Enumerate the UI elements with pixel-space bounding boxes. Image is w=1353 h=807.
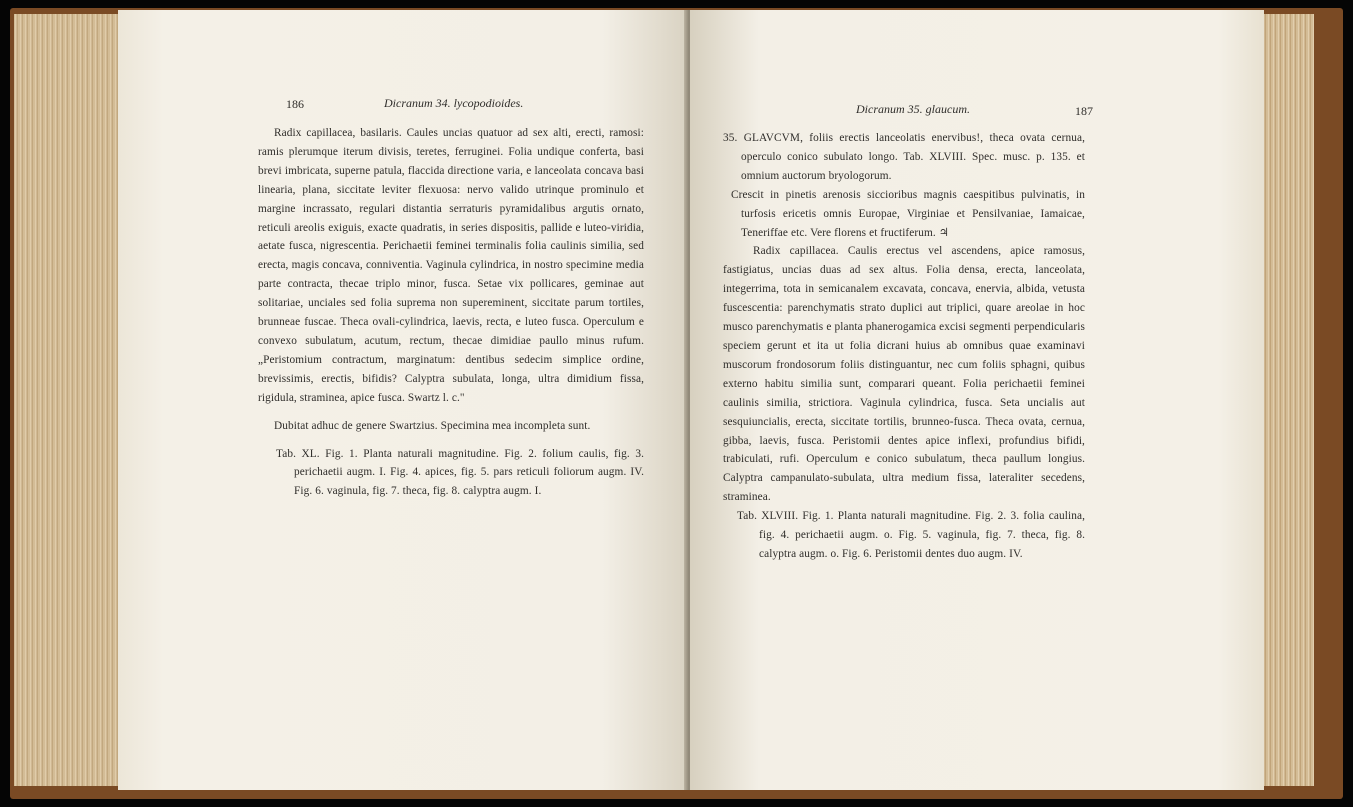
paragraph-description: Radix capillacea. Caulis erectus vel ascendens, apice ramosus, fastigiatus, uncias duas ad sex altus. Folia densa, erecta, lanceolata, integerrima, tota in semicanalem excavata, concava, enervia, albida, vetusta fuscescentia: parenchymatis strato duplici aut triplici, quare areolae in hoc musco parenchymatis e planta phanerogamica excisi segmenti perpendicularis speciem gerunt et ita ut folia dicrani huius ab omnibus quae examinavi muscorum frondosorum foliis distinguantur, nec cum foliis sphagni, quibus externo habitu similia sunt, comparari queant. Folia perichaetii feminei caulinis similia, strictiora. Vaginula cylindrica, fusca. Seta uncialis aut sesquiuncialis, erecta, siccitate tortilis, brunneo-fusca. Theca ovata, cernua, gibba, laevis, fusca. Peristomii dentes apice inflexi, profundius bifidi, trabiculati, rufi. Operculum e conico subulatum, theca paullum longius. Calyptra campanulato-subulata, ultra medium fissa, lateraliter secedens, straminea. (723, 245, 1085, 504)
body-text (258, 124, 644, 501)
running-header: Dicranum 35. glaucum. (856, 102, 970, 116)
page-number: 187 (1075, 104, 1093, 118)
paragraph-note: Dubitat adhuc de genere Swartzius. Specimina mea incompleta sunt. (274, 419, 591, 432)
running-header: Dicranum 34. lycopodioides. (384, 96, 524, 110)
page-number: 186 (286, 97, 304, 111)
left-page (118, 10, 688, 790)
paragraph-plate-caption: Tab. XLVIII. Fig. 1. Planta naturali magnitudine. Fig. 2. 3. folia caulina, fig. 4. perichaetii augm. o. Fig. 5. vaginula, fig. 7. theca, fig. 8. calyptra augm. o. Fig. 6. Peristomii dentes duo augm. IV. (737, 510, 1085, 560)
body-text (723, 129, 1085, 564)
right-page (690, 10, 1264, 790)
paragraph-description: Radix capillacea, basilaris. Caules uncias quatuor ad sex alti, erecti, ramosi: ramis plerumque iterum divisis, teretes, ferruginei. Folia undique conferta, basi brevi imbricata, superne patula, flaccida directione varia, e lanceolata concava basi linearia, plana, siccitate leviter flexuosa: nervo valido utrinque prominulo et margine incrassato, regulari distantia serraturis pyramidalibus argutis ornato, reticuli areolis exiguis, exacte quadratis, in series dispositis, pallide e luteo-viridia, aetate fusca, nigrescentia. Perichaetii feminei terminalis folia caulinis similia, sed erecta, magis concava, conniventia. Vaginula cylindrica, in nostro specimine media parte contracta, thecae triplo minor, fusca. Setae vix pollicares, geminae aut solitariae, unciales sed folia suprema non supereminent, siccitate parum tortiles, brunneae fuscae. Theca ovali-cylindrica, laevis, recta, e luteo fusca. Operculum e convexo subulatum, acutum, rectum, thecae dimidiae paullo minus rufum. „Peristomium contractum, marginatum: dentibus sedecim simplice ordine, brevissimis, erectis, bifidis? Calyptra subulata, longa, ultra dimidium fissa, rigidula, straminea, apice fusca. Swartz l. c." (258, 127, 644, 404)
page-edges-left (14, 14, 124, 786)
paragraph-plate-caption: Tab. XL. Fig. 1. Planta naturali magnitudine. Fig. 2. folium caulis, fig. 3. perichaetii augm. I. Fig. 4. apices, fig. 5. pars reticuli foliorum augm. IV. Fig. 6. vaginula, fig. 7. theca, fig. 8. calyptra augm. I. (276, 447, 644, 498)
page-edges-right (1262, 14, 1314, 786)
paragraph-habitat: Crescit in pinetis arenosis siccioribus magnis caespitibus pulvinatis, in turfosis ericetis omnis Europae, Virginiae et Pensilvaniae, Iamaicae, Teneriffae etc. Vere florens et fructiferum. ♃ (731, 188, 1085, 239)
paragraph-species-diagnosis: 35. GLAVCVM, foliis erectis lanceolatis enervibus!, theca ovata cernua, operculo conico subulato longo. Tab. XLVIII. Spec. musc. p. 135. et omnium auctorum bryologorum. (723, 132, 1085, 182)
